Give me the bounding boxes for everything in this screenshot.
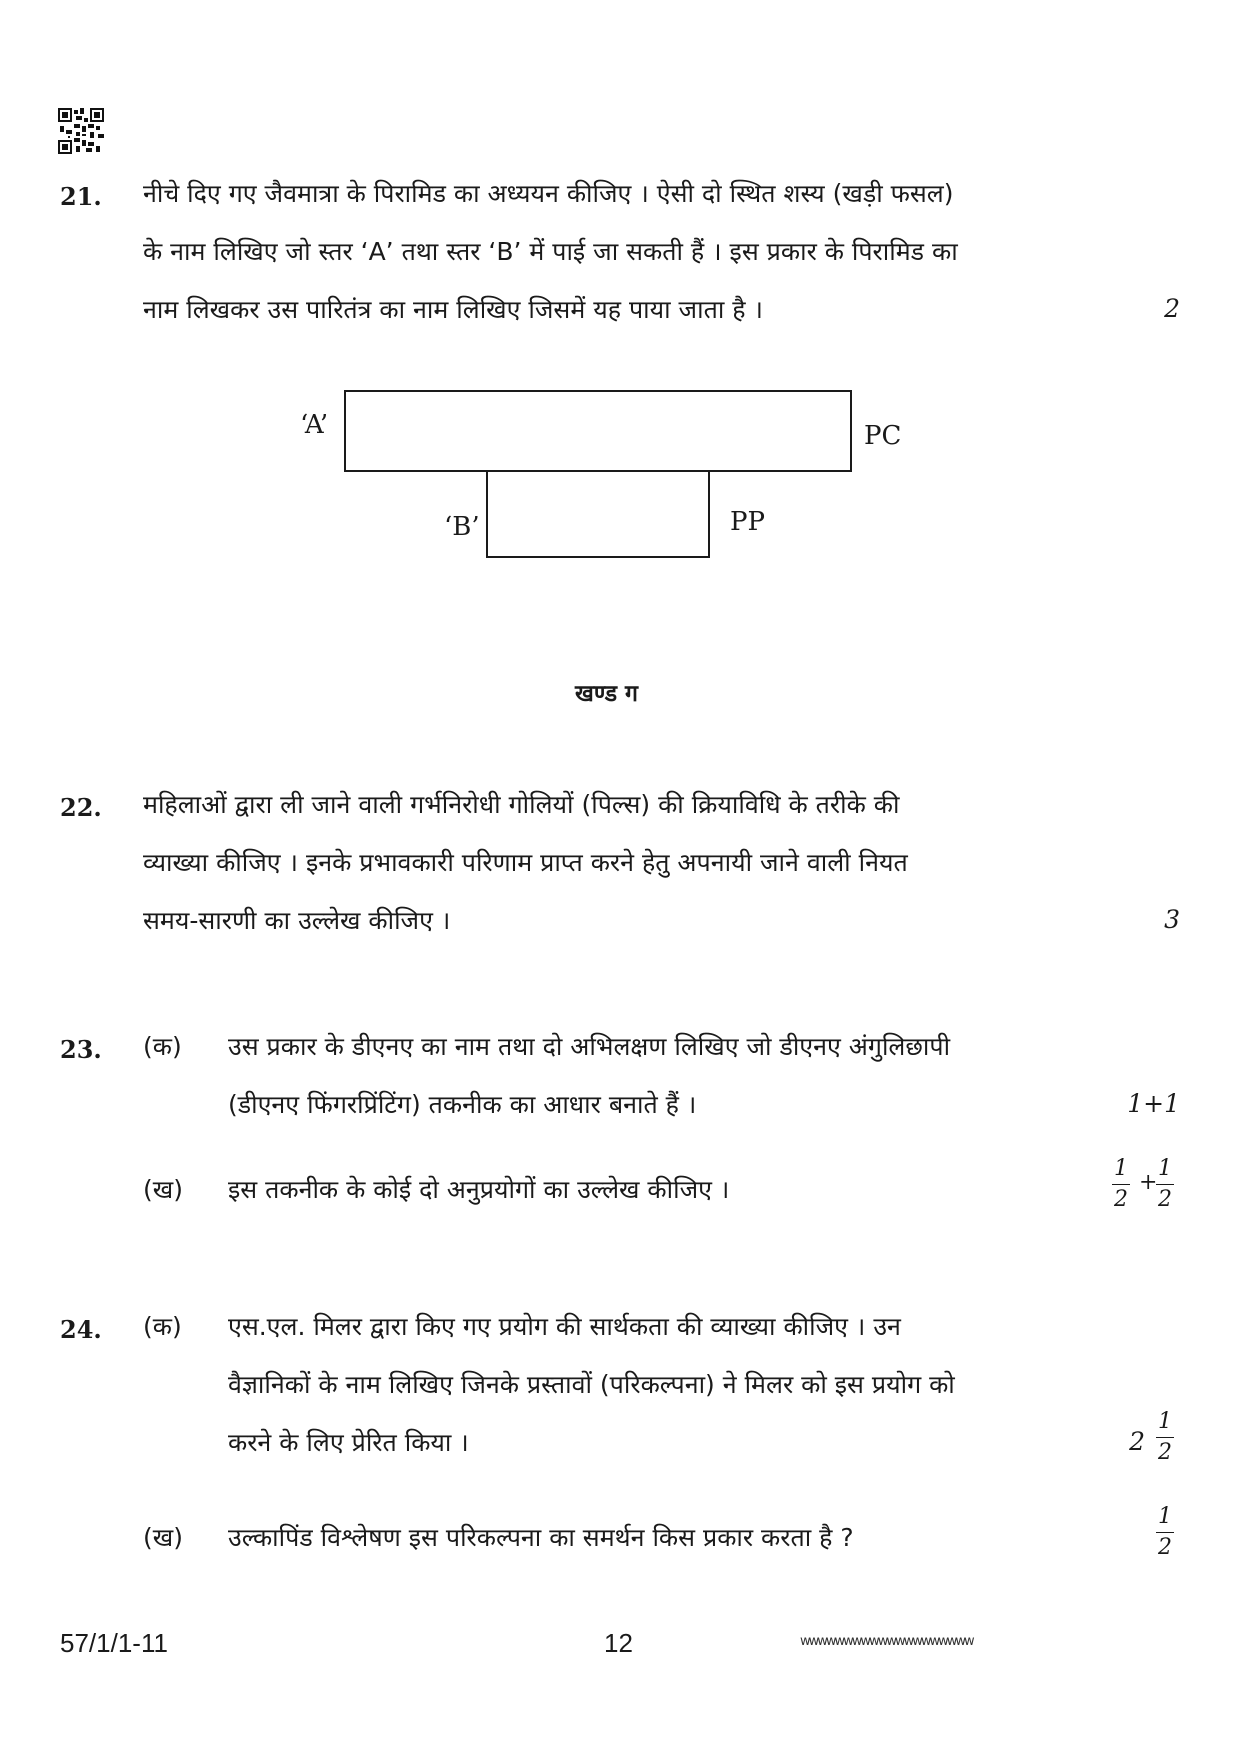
question-21-number: 21. [60,182,102,211]
pyramid-level-b-bar [486,472,710,558]
question-24b-line-1: उल्कापिंड विश्लेषण इस परिकल्पना का समर्थन किस प्रकार करता है ? [228,1523,854,1552]
qr-code-icon [58,108,104,154]
question-24b-marks: $\frac{1}{2}$ [1158,1504,1172,1560]
question-22-line-2: व्याख्या कीजिए । इनके प्रभावकारी परिणाम प्राप्त करने हेतु अपनायी जाने वाली नियत [143,848,908,877]
marks-fraction: $\frac{1}{2}$ [1158,1409,1172,1465]
question-23a-line-2: (डीएनए फिंगरप्रिंटिंग) तकनीक का आधार बनाते हैं । [228,1090,697,1119]
marks-plus: + [1139,1170,1158,1195]
paper-code: 57/1/1-11 [60,1628,168,1658]
question-24b-label: (ख) [143,1523,183,1552]
question-21-marks: 2 [1164,294,1180,323]
question-23a-line-1: उस प्रकार के डीएनए का नाम तथा दो अभिलक्षण लिखिए जो डीएनए अंगुलिछापी [228,1032,951,1061]
footer-squiggle: wwwwwwwwwwwwwwwwwwww [800,1634,973,1649]
question-22-line-1: महिलाओं द्वारा ली जाने वाली गर्भनिरोधी गोलियों (पिल्स) की क्रियाविधि के तरीके की [143,790,900,819]
page-number: 12 [604,1628,633,1658]
question-22-marks: 3 [1164,905,1180,934]
question-23b-line-1: इस तकनीक के कोई दो अनुप्रयोगों का उल्लेख कीजिए । [228,1175,730,1204]
label-a: ‘A’ [300,410,329,440]
question-21-line-3: नाम लिखकर उस पारितंत्र का नाम लिखिए जिसमें यह पाया जाता है । [143,295,763,324]
question-24a-line-2: वैज्ञानिकों के नाम लिखिए जिनके प्रस्तावों (परिकल्पना) ने मिलर को इस प्रयोग को [228,1370,955,1399]
label-pc: PC [864,421,902,451]
question-23-number: 23. [60,1035,102,1064]
question-23a-marks: 1+1 [1127,1089,1180,1118]
section-heading: खण्ड ग [575,681,639,707]
question-24a-line-3: करने के लिए प्रेरित किया । [228,1428,469,1457]
question-22-number: 22. [60,793,102,822]
question-24a-label: (क) [143,1312,182,1341]
label-b: ‘B’ [444,512,480,542]
question-24a-line-1: एस.एल. मिलर द्वारा किए गए प्रयोग की सार्थकता की व्याख्या कीजिए । उन [228,1312,901,1341]
marks-fraction: $\frac{1}{2}$ [1114,1156,1128,1212]
pyramid-level-a-bar [344,390,852,472]
label-pp: PP [730,507,765,537]
question-23b-label: (ख) [143,1175,183,1204]
question-22-line-3: समय-सारणी का उल्लेख कीजिए । [143,906,451,935]
question-21-line-1: नीचे दिए गए जैवमात्रा के पिरामिड का अध्ययन कीजिए । ऐसी दो स्थित शस्य (खड़ी फसल) [143,179,954,208]
question-23a-label: (क) [143,1032,182,1061]
marks-whole: 2 [1129,1427,1145,1456]
marks-fraction: $\frac{1}{2}$ [1158,1156,1172,1212]
question-21-line-2: के नाम लिखिए जो स्तर ‘A’ तथा स्तर ‘B’ में पाई जा सकती हैं । इस प्रकार के पिरामिड का [143,237,958,266]
question-24-number: 24. [60,1315,102,1344]
